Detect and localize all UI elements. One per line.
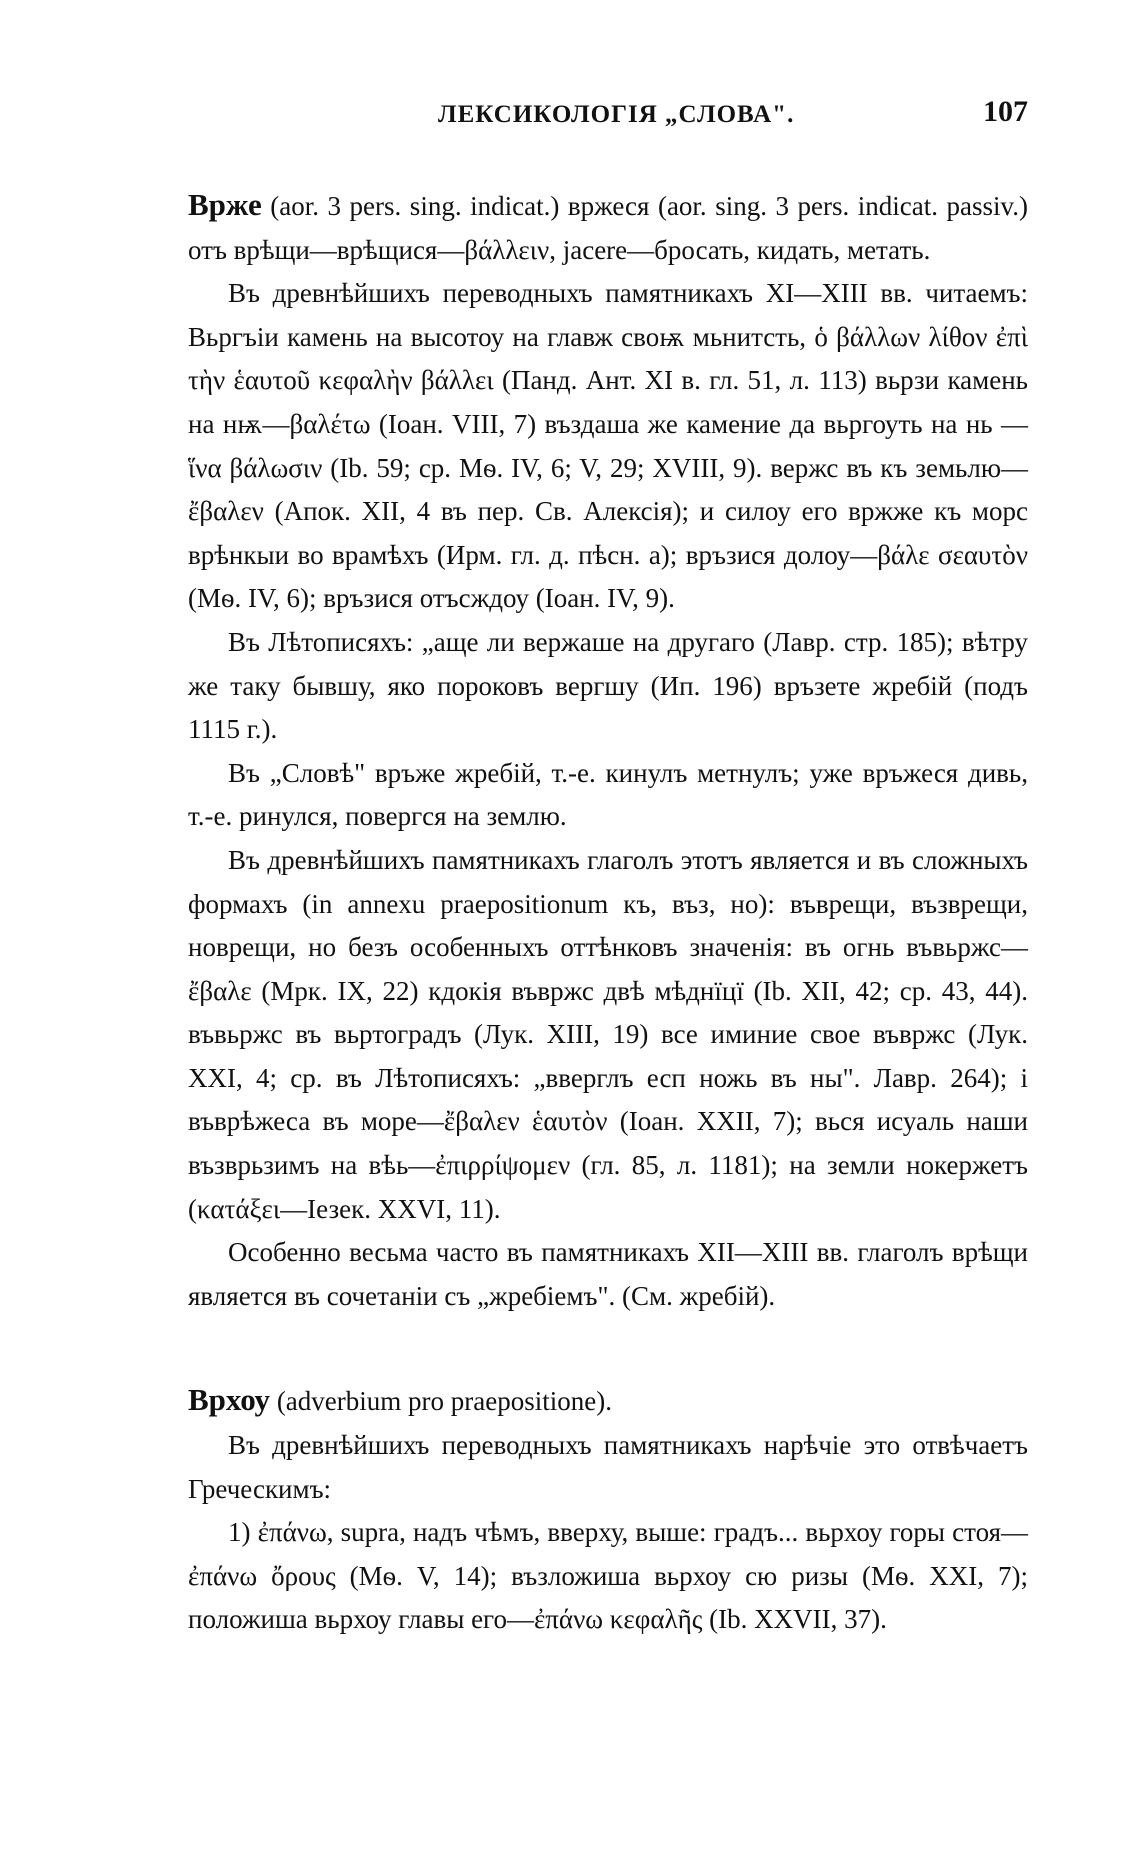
entry-vrzhe <box>188 183 1028 1318</box>
entry-paragraph: 1) ἐπάνω, supra, надъ чѣмъ, вверху, выше: градъ... вьрхоу горы стоя—ἐπάνω ὄρους (Мѳ. V, 14); възложиша вьрхоу сю ризы (Мѳ. XXI, 7); положиша вьрхоу главы его—ἐπάνω κεφαλῆς (Ib. XXVII, 37). <box>188 1517 1028 1635</box>
entry-headword: Врже <box>188 187 262 222</box>
entry-paragraph: Въ древнѣйшихъ переводныхъ памятникахъ XI—XIII вв. читаемъ: Вьргъіи камень на высотоу на главж своѭ мьнитсть, ὁ βάλλων λίθον ἐπὶ τὴν ἑαυτοῦ κεφαλὴν βάλλει (Панд. Ант. XI в. гл. 51, л. 113) вьрзи камень на нѭ—βαλέτω (Іоан. VIII, 7) въздаша же камение да вьргоуть на нь —ἵνα βάλωσιν (Ib. 59; ср. Мѳ. IV, 6; V, 29; XVIII, 9). вержс въ къ земьлю—ἔβαλεν (Апок. XII, 4 въ пер. Св. Алексія); и силоу его вржже къ морс врѣнкыи во врамѣхъ (Ирм. гл. д. пѣсн. а); връзися долоу—βάλε σεαυτὸν (Мѳ. IV, 6); връзися отъсждоу (Іоан. IV, 9). <box>188 278 1028 614</box>
page-header <box>188 95 1028 139</box>
entry-headword: Врхоу <box>188 1382 271 1418</box>
entry-paragraph: Въ древнѣйшихъ памятникахъ глаголъ этотъ является и въ сложныхъ формахъ (in annexu praepositionum къ, въз, но): въврещи, възврещи, новрещи, но безъ особенныхъ оттѣнковъ значенія: въ огнь въвьржс—ἔβαλε (Мрк. IX, 22) кдокія въвржс двѣ мѣднїцї (Ib. XII, 42; ср. 43, 44). въвьржс въ вьртоградъ (Лук. XIII, 19) все иминие свое въвржс (Лук. XXI, 4; ср. въ Лѣтописяхъ: „вверглъ есп ножь въ ны". Лавр. 264); і въврѣжеса въ море—ἔβαλεν ἑαυτὸν (Іоан. XXII, 7); вься исуаль наши възврьзимъ на вѣь—ἐπιρρίψομεν (гл. 85, л. 1181); на земли нокержетъ (κατάξει—Іезек. XXVI, 11). <box>188 844 1028 1224</box>
entry-paragraph: Особенно весьма часто въ памятникахъ XII—XIII вв. глаголъ врѣщи является въ сочетаніи съ „жребіемъ". (См. жребій). <box>188 1237 1028 1311</box>
running-head: ЛЕКСИКОЛОГІЯ „СЛОВА". <box>438 101 795 128</box>
entry-vrkhou <box>188 1378 1028 1642</box>
entry-paragraph: Врже (aor. 3 pers. sing. indicat.) вржеся (aor. sing. 3 pers. indicat. passiv.) отъ врѣщи—врѣщися—βάλλειν, jacere—бросать, кидать, метать. <box>188 187 1029 265</box>
entry-paragraph: Врхоу (adverbium pro praepositione). <box>188 1382 612 1418</box>
entry-separator <box>188 1318 1028 1378</box>
entry-paragraph: Въ древнѣйшихъ переводныхъ памятникахъ нарѣчіе это отвѣчаетъ Греческимъ: <box>188 1430 1028 1504</box>
page-number: 107 <box>983 95 1028 128</box>
entry-paragraph: Въ Лѣтописяхъ: „аще ли вержаше на другаго (Лавр. стр. 185); вѣтру же таку бывшу, яко пороковъ вергшу (Ип. 196) връзете жребій (подъ 1115 г.). <box>188 626 1028 745</box>
entry-paragraph: Въ „Словѣ" връже жребій, т.-е. кинулъ метнулъ; уже връжеся дивь, т.-е. ринулся, повергся на землю. <box>188 757 1028 832</box>
